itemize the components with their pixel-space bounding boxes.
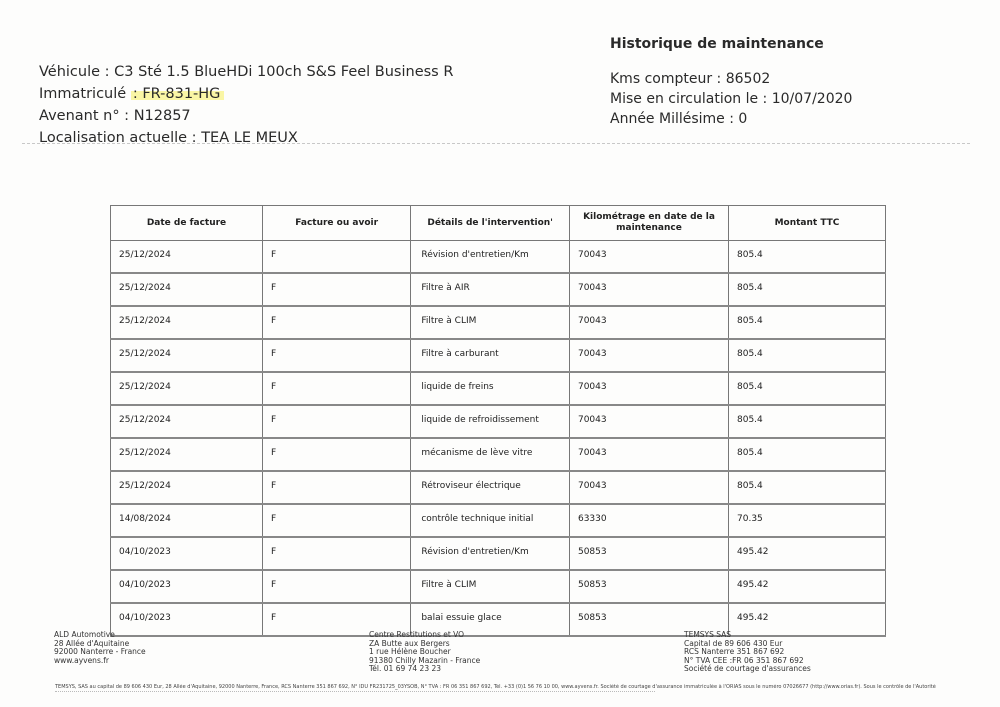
cell-date: 25/12/2024 <box>111 273 263 306</box>
cell-type: F <box>262 537 410 570</box>
cell-date: 25/12/2024 <box>111 438 263 471</box>
vehicle-model-value: C3 Sté 1.5 BlueHDi 100ch S&S Feel Business R <box>114 64 454 80</box>
cell-type: F <box>262 241 410 274</box>
cell-amount: 495.42 <box>729 537 886 570</box>
cell-date: 25/12/2024 <box>111 372 263 405</box>
cell-mileage: 70043 <box>569 405 728 438</box>
vehicle-model-label: Véhicule <box>39 64 101 80</box>
table-row <box>111 241 886 274</box>
cell-mileage: 63330 <box>569 504 728 537</box>
cell-type: F <box>262 438 410 471</box>
cell-mileage: 70043 <box>569 372 728 405</box>
cell-details: contrôle technique initial <box>411 504 570 537</box>
registration-date-value: 10/07/2020 <box>771 91 853 107</box>
cell-date: 04/10/2023 <box>111 603 263 636</box>
cell-date: 25/12/2024 <box>111 339 263 372</box>
cell-amount: 805.4 <box>729 405 886 438</box>
cell-date: 25/12/2024 <box>111 405 263 438</box>
cell-type: F <box>262 471 410 504</box>
cell-date: 25/12/2024 <box>111 471 263 504</box>
location-row: Localisation actuelle : TEA LE MEUX <box>39 130 298 146</box>
footer-center-line: ZA Butte aux Bergers <box>369 638 450 648</box>
registration-date-row: Mise en circulation le : 10/07/2020 <box>610 91 853 107</box>
model-year-row: Année Millésime : 0 <box>610 111 748 127</box>
table-row <box>111 405 886 438</box>
header-invoice-type: Facture ou avoir <box>262 206 410 241</box>
cell-type: F <box>262 339 410 372</box>
cell-date: 25/12/2024 <box>111 306 263 339</box>
model-year-label: Année Millésime <box>610 111 725 127</box>
cell-type: F <box>262 603 410 636</box>
cell-details: balai essuie glace <box>411 603 570 636</box>
cell-details: Rétroviseur électrique <box>411 471 570 504</box>
table-row <box>111 504 886 537</box>
table-row <box>111 471 886 504</box>
cell-type: F <box>262 273 410 306</box>
footer-right-line: Capital de 89 606 430 Eur <box>684 638 783 648</box>
cell-amount: 805.4 <box>729 273 886 306</box>
amendment-label: Avenant n° <box>39 108 120 124</box>
amendment-value: N12857 <box>133 108 191 124</box>
cell-amount: 805.4 <box>729 339 886 372</box>
cell-details: Révision d'entretien/Km <box>411 241 570 274</box>
cell-amount: 805.4 <box>729 306 886 339</box>
cell-date: 25/12/2024 <box>111 241 263 274</box>
footer-right-line: TEMSYS SAS <box>684 630 732 639</box>
cell-date: 04/10/2023 <box>111 537 263 570</box>
cell-details: Filtre à AIR <box>411 273 570 306</box>
cell-type: F <box>262 504 410 537</box>
location-value: TEA LE MEUX <box>201 130 298 146</box>
cell-date: 14/08/2024 <box>111 504 263 537</box>
cell-mileage: 70043 <box>569 438 728 471</box>
cell-type: F <box>262 405 410 438</box>
cell-amount: 495.42 <box>729 603 886 636</box>
footer-center-line: 91380 Chilly Mazarin - France <box>369 655 481 665</box>
cell-amount: 805.4 <box>729 372 886 405</box>
vehicle-info <box>39 61 453 149</box>
footer-left-line: ALD Automotive <box>54 630 115 639</box>
footer-left-line: 92000 Nanterre - France <box>54 647 146 656</box>
table-row <box>111 339 886 372</box>
header-invoice-date: Date de facture <box>111 206 263 241</box>
header-divider <box>22 143 970 144</box>
footer-center-phone: Tél. 01 69 74 23 23 <box>369 664 442 673</box>
cell-details: Filtre à CLIM <box>411 570 570 603</box>
cell-amount: 805.4 <box>729 241 886 274</box>
table-row <box>111 372 886 405</box>
cell-mileage: 50853 <box>569 537 728 570</box>
cell-amount: 495.42 <box>729 570 886 603</box>
amendment-row: Avenant n° : N12857 <box>39 108 191 124</box>
cell-amount: 805.4 <box>729 471 886 504</box>
mileage-row: Kms compteur : 86502 <box>610 71 771 87</box>
mileage-label: Kms compteur <box>610 71 713 87</box>
cell-details: mécanisme de lève vitre <box>411 438 570 471</box>
history-title: Historique de maintenance <box>610 36 824 52</box>
footer-right-line: RCS Nanterre 351 867 692 <box>684 647 785 656</box>
cell-details: liquide de refroidissement <box>411 405 570 438</box>
maintenance-table <box>110 205 886 637</box>
footer-company-address <box>54 631 146 665</box>
mileage-value: 86502 <box>725 71 771 87</box>
header-mileage: Kilométrage en date de la maintenance <box>569 206 728 241</box>
registration-value: FR-831-HG <box>142 86 221 102</box>
header-amount: Montant TTC <box>729 206 886 241</box>
registration-label: Immatriculé <box>39 86 127 102</box>
registration-row: Immatriculé : FR-831-HG <box>39 83 453 105</box>
footer-right-line: Société de courtage d'assurances <box>684 664 811 673</box>
table-header-row <box>111 206 886 241</box>
registration-date-label: Mise en circulation le <box>610 91 759 107</box>
cell-date: 04/10/2023 <box>111 570 263 603</box>
footer-center-line: Centre Restitutions et VO <box>369 630 465 639</box>
cell-mileage: 70043 <box>569 306 728 339</box>
table-row <box>111 570 886 603</box>
header-intervention-details: Détails de l'intervention' <box>411 206 570 241</box>
cell-mileage: 50853 <box>569 570 728 603</box>
footer-legal-notice-continuation <box>55 691 655 696</box>
table-row <box>111 306 886 339</box>
footer-website-link[interactable]: www.ayvens.fr <box>54 655 109 665</box>
cell-mileage: 70043 <box>569 339 728 372</box>
table-row <box>111 537 886 570</box>
location-label: Localisation actuelle <box>39 130 188 146</box>
cell-details: Révision d'entretien/Km <box>411 537 570 570</box>
model-year-value: 0 <box>738 111 748 127</box>
history-summary <box>610 36 852 129</box>
cell-mileage: 70043 <box>569 273 728 306</box>
footer-left-line: 28 Allée d'Aquitaine <box>54 638 130 648</box>
cell-mileage: 50853 <box>569 603 728 636</box>
footer-legal-entity <box>684 631 811 674</box>
cell-amount: 805.4 <box>729 438 886 471</box>
cell-amount: 70.35 <box>729 504 886 537</box>
table-row <box>111 438 886 471</box>
cell-details: Filtre à carburant <box>411 339 570 372</box>
footer-restitution-center <box>369 631 480 674</box>
cell-mileage: 70043 <box>569 471 728 504</box>
cell-type: F <box>262 306 410 339</box>
cell-type: F <box>262 570 410 603</box>
footer-legal-notice: TEMSYS, SAS au capital de 89 606 430 Eur, 28 Allée d'Aquitaine, 92000 Nanterre, France, RCS Nanterre 351 867 692, N° IDU FR231725_03YSOB, N° TVA : FR 06 351 867 692, Tél. +33 (0)1 56 76 10 00, www.ayvens.fr. Société de courtage d'assurance immatriculée à l'ORIAS sous le numéro 07026677 (http://www.orias.fr). Sous le contrôle de l'Autorité <box>55 684 936 690</box>
cell-mileage: 70043 <box>569 241 728 274</box>
footer-right-line: N° TVA CEE :FR 06 351 867 692 <box>684 655 804 665</box>
vehicle-model-row: Véhicule : C3 Sté 1.5 BlueHDi 100ch S&S Feel Business R <box>39 64 454 80</box>
footer-center-line: 1 rue Hélène Boucher <box>369 647 451 656</box>
table-row <box>111 273 886 306</box>
cell-details: liquide de freins <box>411 372 570 405</box>
cell-details: Filtre à CLIM <box>411 306 570 339</box>
cell-type: F <box>262 372 410 405</box>
